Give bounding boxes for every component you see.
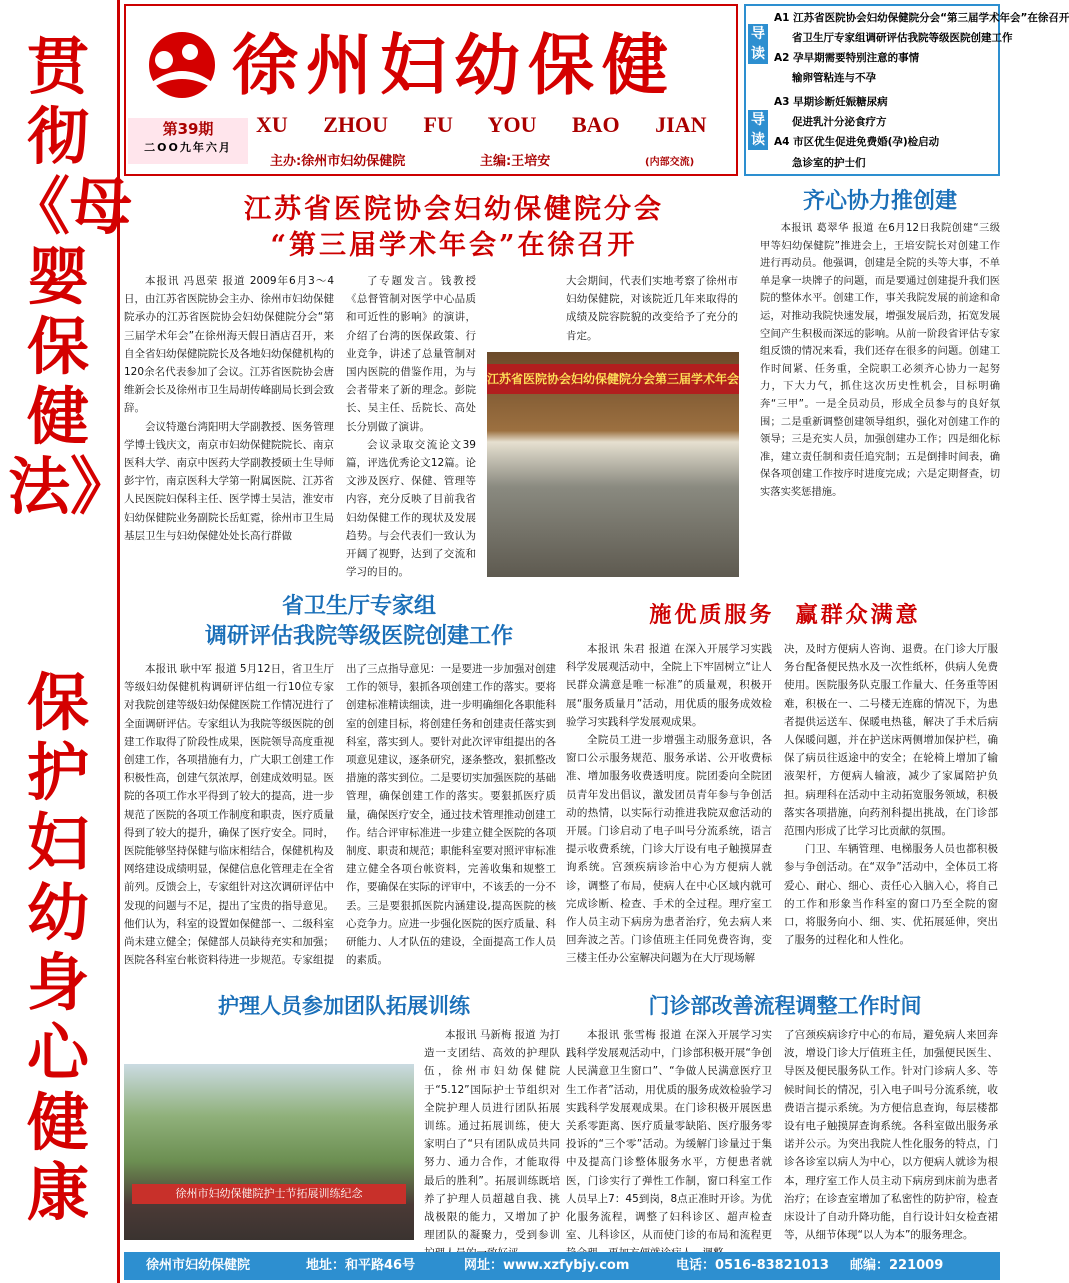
guide-item[interactable]: 省卫生厅专家组调研评估我院等级医院创建工作 [792, 32, 1013, 44]
article5-body [424, 1026, 560, 1248]
footer-postcode: 邮编：221009 [850, 1258, 944, 1273]
paragraph: 了专题发言。钱教授《总督管制对医学中心品质和可近性的影响》的演讲，介绍了台湾的医保政策、行业竞争，讲述了总量管制对国内医院的借鉴作用，为与会者带来了新的理念。彭院长、吴主任、岳院长、高处长分别做了演讲。 [346, 275, 476, 433]
article1-col2 [346, 272, 476, 579]
guide-tag-2: 导读 [748, 110, 768, 150]
internal-note: (内部交流) [645, 157, 695, 168]
paragraph: 决，及时方便病人咨询、退费。在门诊大厅服务台配备便民热水及一次性纸杯，供病人免费使用。医院服务队克服工作量大、任务重等困难，积极在一、二号楼无连廊的情况下，为患者提供运送车、保暖电热毯，解决了手术后病人保暖问题，并在护送床两侧增加保护栏，确保了病员往返途中的安全；在轮椅上增加了输液架杆，方便病人输液，减少了家属陪护负担。病理科在活动中主动拓宽服务领域，积极落实各项措施，向药剂科提出挑战，在门诊部范围内形成了比学习比贡献的氛围。 [784, 643, 998, 838]
guide-item[interactable]: A2 孕早期需要特别注意的事情 [774, 52, 920, 64]
paragraph: 全院员工进一步增强主动服务意识，各窗口公示服务规范、服务承诺、公开收费标准、增加服务收费透明度。院团委向全院团员青年发出倡议，激发团员青年参与争创活动的热情，以实际行动推进我院双愈活动的开展。门诊启动了电子叫号分流系统，语言提示收费系统，门诊大厅设有电子触摸屏查询系统。宫颈疾病诊治中心为方便病人就诊，调整了布局，使病人在中心区域内就可完成诊断、检查、手术的全过程。理疗室工作人员主动下病房为患者治疗，免去病人来回奔波之苦。门诊值班主任同免费咨询，变三楼主任办公室解决问题为在大厅现场解 [566, 734, 772, 965]
footer-address: 地址：和平路46号 [306, 1258, 416, 1273]
issue-box [128, 118, 248, 164]
article2-headline: 齐心协力推创建 [802, 189, 957, 214]
conference-photo [487, 352, 739, 577]
paragraph: 了宫颈疾病诊疗中心的布局，避免病人来回奔波，增设门诊大厅值班主任，加强便民医生、导医及便民服务队工作。针对门诊病人多、等候时间长的情况，引入电子叫号分流系统，收费语言提示系统。为方便信息查询，每层楼都设有电子触摸屏查询系统。各科室做出服务承诺并公示。为突出我院人性化服务的特点，门诊各诊室以病人为中心，以方便病人就诊为根本，理疗室工作人员主动下病房到床前为患者治疗；在诊查室增加了私密性的防护帘，检查床设计了自动升降功能，自行设计妇女检查裙等，从细节体现“以人为本”的服务理念。 [784, 1029, 998, 1242]
article3-headline-line1: 省卫生厅专家组 [281, 594, 436, 619]
footer-website[interactable]: 网址：www.xzfybjy.com [464, 1258, 630, 1273]
guide-item[interactable]: 输卵管粘连与不孕 [792, 72, 876, 84]
left-slogan-banner [0, 0, 133, 1283]
article6-col2 [784, 1026, 998, 1248]
paragraph: 门卫、车辆管理、电梯服务人员也都积极参与争创活动。在“双争”活动中，全体员工将爱心、耐心、细心、责任心入脑入心，将自己的工作和形象当作科室的窗口乃至全院的窗口，将服务向小、细、实、优拓展延伸，突出了服务的过程化和人性化。 [784, 843, 998, 947]
hospital-logo-icon [142, 30, 222, 100]
guide-item[interactable]: 促进乳汁分泌食疗方 [792, 116, 887, 128]
paragraph: 本报讯 张雪梅 报道 在深入开展学习实践科学发展观活动中，门诊部积极开展“争创人民满意卫生窗口”、“争做人民满意医疗卫生工作者”活动，用优质的服务成效检验学习实践科学发展观成果。在门诊积极开展医患关系零距离、医疗质量零缺陷、医疗服务零投诉的“三个零”活动。为缓解门诊量过于集中及提高门诊整体服务水平，方便患者就医，门诊实行了弹性工作制，窗口科室工作人员早上7：45到岗，8点正准时开诊。为优化服务流程，调整了妇科诊区、超声检查室、儿科诊区，从而使门诊的布局和流程更 [566, 1029, 772, 1242]
footer-phone: 电话：0516-83821013 [676, 1258, 829, 1273]
paragraph: 出了三点指导意见：一是要进一步加强对创建工作的领导，狠抓各项创建工作的落实。要将创建标准精读细读，进一步明确细化各职能科室的创建目标，将创建任务和创建责任落实到科室，落实到人。要针对此次评审组提出的各项意见建议，逐条研究，逐条整改，狠抓整改措施的落实到位。二是要切实加强医院的基础管理，确保创建工作的落实。要狠抓医疗质量，确保医疗安全，通过技术管理推动创建工作。结合评审标准进一步建立健全医院的各项制度、职责和规范；职能科室要对照评审标准建立健全各项台帐资料，完善收集和规整工作，要确保在实际的评审中，不该丢的一分不丢。三是要狠抓医院内涵建设,提高医院的核心竞争力。应进一步强化医院的医疗质量、科研能力、人才队伍的建设，全面提高工作人员的素质。 [346, 663, 556, 967]
footer-bar [124, 1252, 1000, 1280]
article6-headline: 门诊部改善流程调整工作时间 [648, 994, 922, 1018]
guide-item[interactable]: 急诊室的护士们 [792, 157, 866, 169]
guide-item[interactable]: A1 江苏省医院协会妇幼保健院分会“第三届学术年会”在徐召开 [774, 12, 1069, 24]
article3-col2 [346, 660, 556, 978]
paragraph: 大会期间，代表们实地考察了徐州市妇幼保健院，对该院近几年来取得的成绩及院容院貌的改变给予了充分的肯定。 [566, 275, 738, 342]
photo-banner-text: 江苏省医院协会妇幼保健院分会第三届学术年会 [487, 364, 739, 394]
article1-headline-line2: “第三届学术年会”在徐召开 [270, 230, 638, 261]
article2-body [760, 220, 1000, 590]
article1-col1 [124, 272, 334, 572]
article6-col1 [566, 1026, 772, 1248]
paragraph: 会议录取交流论文39篇，评选优秀论文12篇。论文涉及医疗、保健、管理等内容，充分反映了目前我省妇幼保健工作的现状及发展趋势。与会代表们一致认为开阔了视野，达到了交流和学习的目的。 [346, 438, 476, 579]
issue-number: 第39期 [162, 120, 214, 138]
newspaper-title: 徐州妇幼保健 [232, 26, 676, 104]
paragraph: 本报讯 葛翠华 报道 在6月12日我院创建“三级甲等妇幼保健院”推进会上，王培安院长对创建工作进行再动员。他强调，创建是全院的头等大事，不单单是拿一块牌子的问题，而是要通过创建提升我们医院的整体水平。创建工作，事关我院发展的前途和命运，对推动我院快速发展，增强发展后劲，拓宽发展空间产生积极而深远的影响。从前一阶段省评估专家组反馈的情况来看，我们还存在很多的问题。创建工作时间紧、任务重，全院职工必须齐心协力一起努力，下大力气，抓住这次历史性机会，目标明确奔“三甲”。一是全员动员，形成全员参与的良好氛围；二是重新调整创建领导组织，强化对创建工作的领导；三是充实人员，加强创建办工作；四是细化标准，建立责任制和责任追究制；五是倒排时间表，确保各项创建工作按序时进度完成；六是定期督查，切实落实奖惩措施。 [760, 222, 1000, 498]
article1-headline-line1: 江苏省医院协会妇幼保健院分会 [244, 194, 664, 225]
slogan-bottom: 保护妇幼身心健康 [26, 666, 89, 1229]
paragraph: 本报讯 马新梅 报道 为打造一支团结、高效的护理队伍，徐州市妇幼保健院于“5.12”国际护士节组织对全院护理人员进行团队拓展训练。通过拓展训练，使大家明白了“只有团队成员共同努力、通力合作，才能取得最后的胜利”。拓展训练既培养了护理人员超越自我、挑战极限的能力，又增加了护理团队的凝聚力，受到参训 [424, 1029, 561, 1242]
publisher: 主办:徐州市妇幼保健院 [270, 154, 406, 169]
article5-headline: 护理人员参加团队拓展训练 [218, 994, 470, 1018]
slogan-top: 贯彻《母婴保健法》 [8, 30, 133, 523]
article1-headline [124, 192, 784, 264]
paragraph: 本报讯 朱君 报道 在深入开展学习实践科学发展观活动中，全院上下牢固树立“让人民群众满意是唯一标准”的质量观，积极开展“服务质量月”活动，用优质的服务成效检验学习实践科学发展观成果。 [566, 643, 772, 728]
issue-date: 二OO九年六月 [144, 141, 232, 154]
paragraph: 本报讯 冯恩荣 报道 2009年6月3～4日，由江苏省医院协会主办、徐州市妇幼保健院承办的江苏省医院协会妇幼保健院分会“第三届学术年会”在徐州海天假日酒店召开，来自全省妇幼保健院院长及各地妇幼保健机构的120余名代表参加了会议。江苏省医院协会唐维新会长及徐州市卫生局胡传峰副局长到会致辞。 [124, 275, 334, 415]
article4-headline: 施优质服务 赢群众满意 [649, 603, 921, 628]
article4-col2 [784, 640, 998, 980]
photo-banner-text: 徐州市妇幼保健院护士节拓展训练纪念 [132, 1184, 406, 1204]
chief-editor: 主编:王培安 [480, 154, 551, 169]
article3-col1 [124, 660, 334, 978]
article3-headline-line2: 调研评估我院等级医院创建工作 [204, 624, 513, 649]
guide-item[interactable]: A4 市区优生促进免费婚(孕)检启动 [774, 136, 940, 148]
paragraph: 会议特邀台湾阳明大学副教授、医务管理学博士钱庆文，南京市妇幼保健院院长、南京医科大学、南京中医药大学副教授硕士生导师彭宇竹，南京医科大学第一附属医院、江苏省人民医院妇保科主任、医学博士吴洁，淮安市妇幼保健院业务副院长岳虹霓，徐州市卫生局基层卫生与妇幼保健处处长高行群做 [124, 420, 334, 542]
guide-item[interactable]: A3 早期诊断妊娠糖尿病 [774, 96, 888, 108]
footer-org: 徐州市妇幼保健院 [146, 1258, 251, 1273]
guide-tag-1: 导读 [748, 24, 768, 64]
article1-col3 [566, 272, 738, 344]
article3-headline [124, 592, 594, 652]
article4-col1 [566, 640, 772, 980]
newspaper-title-pinyin: XU ZHOU FU YOU BAO JIAN [256, 112, 707, 137]
paragraph: 本报讯 耿中军 报道 5月12日，省卫生厅等级妇幼保健机构调研评估组一行10位专家对我院创建等级妇幼保健医院工作情况进行了全面调研评估。专家组认为我院等级医院的创建工作取得了阶段性成果，医院领导高度重视创建工作，各项措施有力，广大职工创建工作积极性高，创建气氛浓厚，创建成效明显。医院的各项工作水平得到了较大的提高，进一步规范了医院的各项工作制度和职责，医疗质量得到了较大的提升，确保了医疗安全。同时，医院能够坚持保健与临床相结合，保健机构及网络建设成绩明显，保健信息化管理走在全省前列。反馈会上，专家组针对这次调研评估中发现的问题与不足，提出了宝贵的指导意见。他们认为，科室的设置如保健部一、二级科室尚未建立健全；保健部人员缺待充实和加强；医院各科室台帐资料待进一步规范。专家组提 [124, 663, 334, 967]
team-training-photo [124, 1064, 414, 1240]
